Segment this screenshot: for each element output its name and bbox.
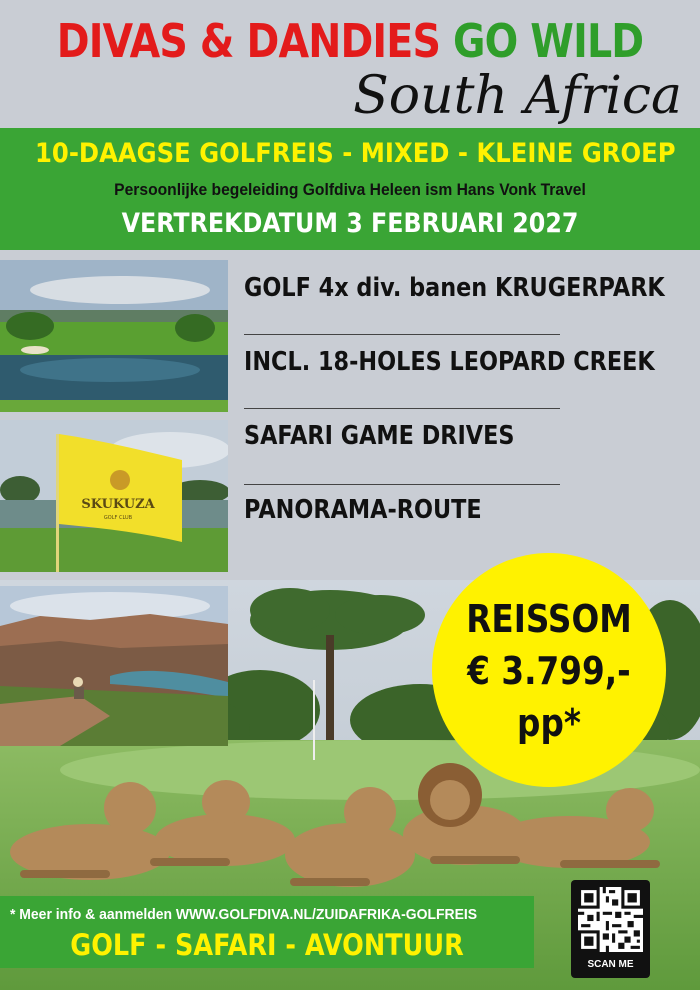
price-label: REISSOM [466,597,632,641]
scan-me-label: SCAN ME [587,959,634,970]
divider [244,408,560,409]
price-amount: € 3.799,- [467,649,631,693]
footer-banner [0,896,534,968]
golf-course-photo [0,260,228,412]
divider [244,334,560,335]
more-info-link[interactable]: * Meer info & aanmelden WWW.GOLFDIVA.NL/ZUIDAFRIKA-GOLFREIS [10,906,478,923]
feature-golf-krugerpark: GOLF 4x div. banen KRUGERPARK [244,273,665,303]
qr-code-box[interactable] [571,880,650,978]
flag-sub: GOLF CLUB [103,515,133,521]
feature-panorama-route: PANORAMA-ROUTE [244,495,482,525]
main-title [49,14,651,68]
departure-date: VERTREKDATUM 3 FEBRUARI 2027 [121,208,579,239]
skukuza-flag-photo [0,420,228,572]
info-banner [0,128,700,250]
panorama-canyon-photo [0,586,228,746]
feature-leopard-creek: INCL. 18-HOLES LEOPARD CREEK [244,347,655,377]
title-divas-dandies: DIVAS & DANDIES [56,14,441,68]
divider [244,484,560,485]
guidance-text: Persoonlijke begeleiding Golfdiva Heleen ism Hans Vonk Travel [114,180,586,199]
trip-description: 10-DAAGSE GOLFREIS - MIXED - KLEINE GROEP [35,138,676,169]
subtitle-south-africa: South Africa [353,66,682,126]
tagline: GOLF - SAFARI - AVONTUUR [70,928,464,962]
price-unit: pp* [517,701,581,745]
price-badge [432,553,666,787]
qr-code-icon[interactable] [578,887,643,952]
title-go-wild: GO WILD [453,14,644,68]
flag-name: SKUKUZA [81,497,155,512]
feature-safari-game-drives: SAFARI GAME DRIVES [244,421,515,451]
